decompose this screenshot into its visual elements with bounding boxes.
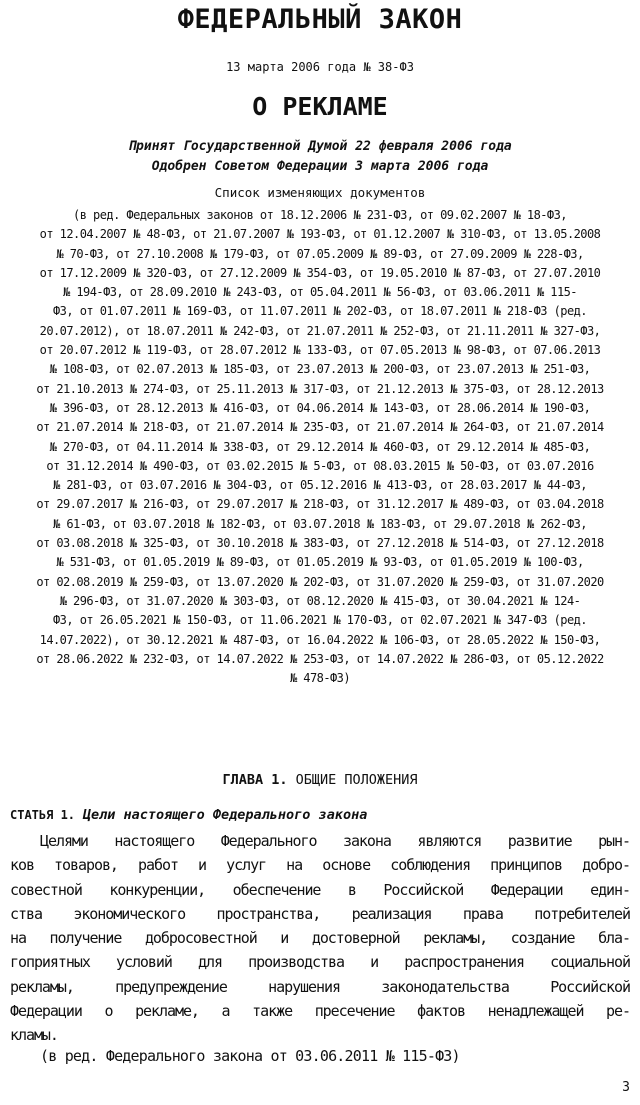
amendment-line: от 29.07.2017 № 216-ФЗ, от 29.07.2017 № 218-ФЗ, от 31.12.2017 № 489-ФЗ, от 03.04.2018 [36, 497, 604, 512]
approved-by-federation-council: Одобрен Советом Федерации 3 марта 2006 года [151, 159, 489, 174]
amendment-line: от 12.04.2007 № 48-ФЗ, от 21.07.2007 № 193-ФЗ, от 01.12.2007 № 310-ФЗ, от 13.05.2008 [39, 227, 601, 242]
document-type-heading: ФЕДЕРАЛЬНЫЙ ЗАКОН [177, 4, 463, 35]
chapter-title: ОБЩИЕ ПОЛОЖЕНИЯ [295, 772, 418, 788]
amendment-line: № 194-ФЗ, от 28.09.2010 № 243-ФЗ, от 05.04.2011 № 56-ФЗ, от 03.06.2011 № 115- [63, 285, 577, 300]
amendment-line: от 20.07.2012 № 119-ФЗ, от 28.07.2012 № 133-ФЗ, от 07.05.2013 № 98-ФЗ, от 07.06.2013 [39, 343, 601, 358]
amendment-line: № 478-ФЗ) [289, 671, 351, 686]
amendment-line: № 108-ФЗ, от 02.07.2013 № 185-ФЗ, от 23.07.2013 № 200-ФЗ, от 23.07.2013 № 251-ФЗ, [49, 362, 591, 377]
amendment-line: № 296-ФЗ, от 31.07.2020 № 303-ФЗ, от 08.12.2020 № 415-ФЗ, от 30.04.2021 № 124- [59, 593, 581, 608]
document-title: О РЕКЛАМЕ [252, 92, 388, 121]
page-number: 3 [622, 1080, 630, 1095]
amendment-line: от 03.08.2018 № 325-ФЗ, от 30.10.2018 № 383-ФЗ, от 27.12.2018 № 514-ФЗ, от 27.12.2018 [36, 536, 604, 551]
body-line: ства экономического пространства, реализация права потребителей [10, 904, 630, 923]
body-line: кламы. [10, 1026, 58, 1045]
amendment-line: от 17.12.2009 № 320-ФЗ, от 27.12.2009 № 354-ФЗ, от 19.05.2010 № 87-ФЗ, от 27.07.2010 [39, 265, 601, 280]
document-date: 13 марта 2006 года № 38-ФЗ [226, 60, 414, 74]
adopted-by-duma: Принят Государственной Думой 22 февраля 2006 года [128, 139, 512, 154]
amendments-heading: Список изменяющих документов [214, 185, 426, 200]
chapter-label: ГЛАВА 1. [222, 772, 288, 788]
amendment-line: от 31.12.2014 № 490-ФЗ, от 03.02.2015 № 5-ФЗ, от 08.03.2015 № 50-ФЗ, от 03.07.2016 [46, 458, 594, 473]
amendment-line: № 396-ФЗ, от 28.12.2013 № 416-ФЗ, от 04.06.2014 № 143-ФЗ, от 28.06.2014 № 190-ФЗ, [49, 400, 591, 415]
article-label: СТАТЬЯ 1. [10, 808, 76, 822]
amendment-line: (в ред. Федеральных законов от 18.12.2006 № 231-ФЗ, от 09.02.2007 № 18-ФЗ, [73, 208, 567, 222]
body-line: рекламы, предупреждение нарушения законодательства Российской [10, 977, 630, 996]
body-line: совестной конкуренции, обеспечение в Российской Федерации един- [10, 880, 630, 899]
amendment-line: № 281-ФЗ, от 03.07.2016 № 304-ФЗ, от 05.12.2016 № 413-ФЗ, от 28.03.2017 № 44-ФЗ, [53, 478, 587, 493]
amendment-line: № 270-ФЗ, от 04.11.2014 № 338-ФЗ, от 29.12.2014 № 460-ФЗ, от 29.12.2014 № 485-ФЗ, [49, 439, 591, 454]
article-title: Цели настоящего Федерального закона [82, 807, 368, 823]
body-line: на получение добросовестной и достоверной рекламы, создание бла- [10, 929, 630, 948]
article-amendment-reference: (в ред. Федерального закона от 03.06.2011 № 115-ФЗ) [40, 1047, 460, 1065]
chapter-heading [0, 772, 640, 788]
amendment-line: № 70-ФЗ, от 27.10.2008 № 179-ФЗ, от 07.05.2009 № 89-ФЗ, от 27.09.2009 № 228-ФЗ, [56, 246, 584, 261]
adoption-info [0, 137, 640, 177]
amendment-line: ФЗ, от 01.07.2011 № 169-ФЗ, от 11.07.2011 № 202-ФЗ, от 18.07.2011 № 218-ФЗ (ред. [53, 304, 587, 319]
body-line: Федерации о рекламе, а также пресечение фактов ненадлежащей ре- [10, 1002, 630, 1021]
amendments-list [10, 206, 630, 688]
amendment-line: 20.07.2012), от 18.07.2011 № 242-ФЗ, от 21.07.2011 № 252-ФЗ, от 21.11.2011 № 327-ФЗ, [39, 323, 601, 338]
amendment-line: от 21.07.2014 № 218-ФЗ, от 21.07.2014 № 235-ФЗ, от 21.07.2014 № 264-ФЗ, от 21.07.2014 [36, 420, 604, 435]
amendment-line: от 21.10.2013 № 274-ФЗ, от 25.11.2013 № 317-ФЗ, от 21.12.2013 № 375-ФЗ, от 28.12.2013 [36, 381, 604, 396]
article-body [10, 829, 630, 1048]
body-line: Целями настоящего Федерального закона являются развитие рын- [40, 832, 630, 850]
amendment-line: ФЗ, от 26.05.2021 № 150-ФЗ, от 11.06.2021 № 170-ФЗ, от 02.07.2021 № 347-ФЗ (ред. [53, 613, 587, 628]
article-heading [10, 807, 630, 823]
amendment-line: № 531-ФЗ, от 01.05.2019 № 89-ФЗ, от 01.05.2019 № 93-ФЗ, от 01.05.2019 № 100-ФЗ, [56, 555, 584, 570]
body-line: ков товаров, работ и услуг на основе соблюдения принципов добро- [10, 856, 630, 875]
amendment-line: от 28.06.2022 № 232-ФЗ, от 14.07.2022 № 253-ФЗ, от 14.07.2022 № 286-ФЗ, от 05.12.2022 [36, 651, 604, 666]
amendment-line: от 02.08.2019 № 259-ФЗ, от 13.07.2020 № 202-ФЗ, от 31.07.2020 № 259-ФЗ, от 31.07.2020 [36, 574, 604, 589]
body-line: гоприятных условий для производства и распространения социальной [10, 953, 630, 972]
amendment-line: 14.07.2022), от 30.12.2021 № 487-ФЗ, от 16.04.2022 № 106-ФЗ, от 28.05.2022 № 150-ФЗ, [39, 632, 601, 647]
amendment-line: № 61-ФЗ, от 03.07.2018 № 182-ФЗ, от 03.07.2018 № 183-ФЗ, от 29.07.2018 № 262-ФЗ, [53, 516, 587, 531]
